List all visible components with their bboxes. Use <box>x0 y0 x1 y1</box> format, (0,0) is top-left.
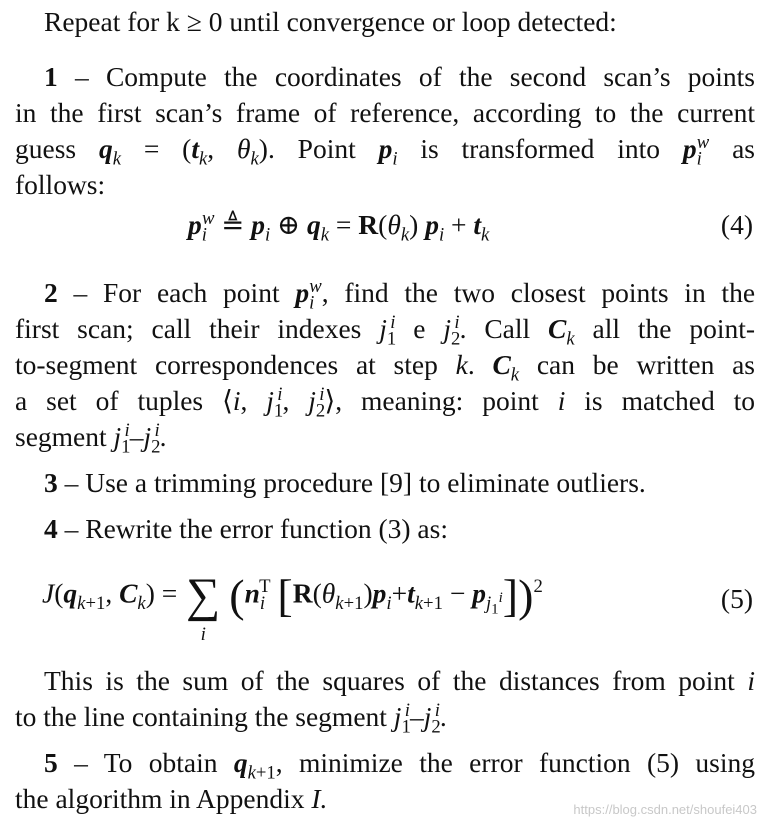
equation-5-number: (5) <box>720 583 753 614</box>
step2-text4a: a set of tuples <box>15 385 204 416</box>
step2-text3b: can be written as <box>536 349 755 380</box>
step2-text2a: first scan; call their indexes <box>15 313 362 344</box>
step1-dash: – <box>74 61 89 92</box>
step2-line3 <box>15 348 755 386</box>
point-pi: $p_i$ <box>378 133 398 170</box>
step3-text: Use a trimming procedure [9] to eliminate outliers. <box>85 467 646 498</box>
step2-text2d: all the point- <box>592 313 756 344</box>
step1-line1 <box>44 60 755 94</box>
step2-text4c: is matched to <box>584 385 756 416</box>
step1-text2: in the first scan’s frame of reference, according to the current <box>15 97 755 128</box>
step5-text2a: the algorithm in Appendix <box>15 783 305 814</box>
step2-line2 <box>15 311 756 350</box>
segment-j1-j2: $j_1^i-j_2^i$. <box>113 419 167 458</box>
intro-text <box>44 5 755 39</box>
explain-text2: to the line containing the segment <box>15 701 387 732</box>
step2-number: 2 <box>44 277 58 308</box>
step5-line1 <box>44 746 755 784</box>
step3-dash: – <box>64 467 79 498</box>
explain-text1: This is the sum of the squares of the distances from point <box>44 665 735 696</box>
step2-text1b: , find the two closest points in the <box>321 277 756 308</box>
step1-line4 <box>15 168 755 202</box>
explain-line1 <box>44 664 755 698</box>
step2-line4 <box>15 383 756 422</box>
step1-text3c: is transformed into <box>420 133 660 164</box>
step2-text1a: For each point <box>103 277 280 308</box>
step3-line <box>44 466 755 500</box>
step2-line1 <box>44 275 756 314</box>
step5-text1b: , minimize the error function (5) using <box>275 747 755 778</box>
intro-label: Repeat for k ≥ 0 until convergence or loop detected: <box>44 6 617 37</box>
step2-text4b: , meaning: point <box>335 385 539 416</box>
step2-dash: – <box>73 277 88 308</box>
index-j1: $j_1^i$ <box>379 311 397 350</box>
step1-line3 <box>15 131 755 170</box>
step1-text3d: as <box>732 133 755 164</box>
step1-text1: Compute the coordinates of the second scan’s points <box>105 61 756 92</box>
step3-number: 3 <box>44 467 58 498</box>
watermark: https://blog.csdn.net/shoufei403 <box>573 802 757 817</box>
step2-text3a: to-segment correspondences at step <box>15 349 438 380</box>
step2-line5 <box>15 419 755 458</box>
step4-number: 4 <box>44 513 58 544</box>
equation-4-number: (4) <box>720 209 753 240</box>
point-i: i <box>557 385 566 416</box>
step1-line2 <box>15 96 755 130</box>
guess-formula: $q_k = (t_k$, $\theta_k$) <box>98 133 268 170</box>
explain-line2 <box>15 699 755 738</box>
step1-text3a: guess <box>15 133 77 164</box>
index-j2: $j_2^i$ <box>443 311 461 350</box>
explain-point-i: i <box>747 665 756 696</box>
equation-5: $J(q_{k+1}$, $C_k$) = ∑ i ($n_i^T$ $[R(\theta_{k+1})p_i+t_{k+1} - p_{j_1^i}])^2$ <box>42 569 543 645</box>
step5-text1a: To obtain <box>103 747 218 778</box>
step5-dash: – <box>74 747 88 778</box>
step-k: k. <box>455 349 475 380</box>
step1-text3b: . Point <box>267 133 356 164</box>
step5-number: 5 <box>44 747 58 778</box>
sum-symbol: ∑ i <box>186 569 221 645</box>
step2-text2b: e <box>413 313 426 344</box>
step1-number: 1 <box>44 61 58 92</box>
explain-segment: $j_1^i-j_2^i$. <box>393 699 447 738</box>
step2-point-piw: $p_i^w$ <box>295 275 322 314</box>
ck-symbol: $C_k$ <box>548 313 575 350</box>
step4-text: Rewrite the error function (3) as: <box>85 513 448 544</box>
appendix-ref: I. <box>311 783 328 814</box>
point-piw: $p_i^w$ <box>682 131 710 170</box>
step4-dash: – <box>64 513 79 544</box>
step4-line <box>44 512 755 546</box>
equation-4: $p_i^w$ ≜ $p_i$ ⊕ $q_k = R(\theta_k) p_i + t_k$ <box>188 207 490 246</box>
step1-text4: follows: <box>15 169 106 200</box>
ck-symbol-2: $C_k$ <box>492 349 520 386</box>
q-k-plus-1: $q_{k+1}$ <box>233 747 276 784</box>
step2-text2c: . Call <box>459 313 531 344</box>
tuple-formula: ⟨i, $j_1^i$, $j_2^i⟩$ <box>222 383 336 422</box>
step2-text5: segment <box>15 421 107 452</box>
